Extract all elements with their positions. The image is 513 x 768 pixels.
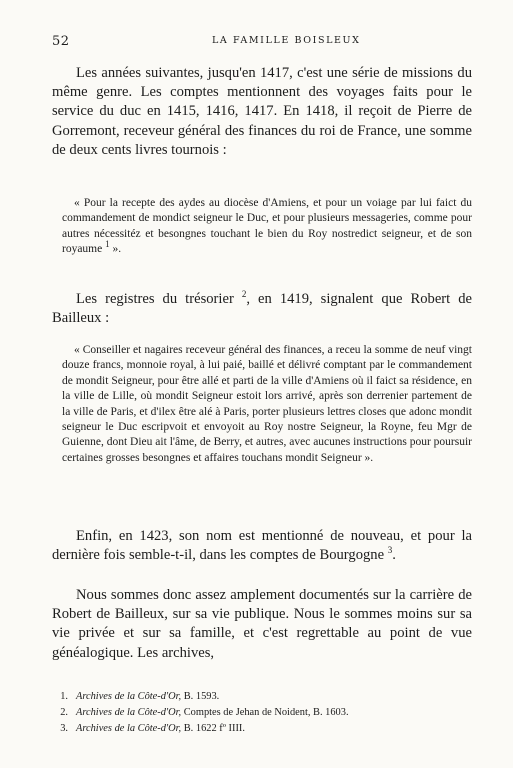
quote-recepte-aydes (62, 196, 472, 258)
paragraph-text: Nous sommes donc assez amplement documentés sur la carrière de Robert de Bailleux, sur sa vie publique. Nous le sommes moins sur sa vie privée et sur sa famille, et c'est regrettable au point de vue généalogique. Les archives, (52, 587, 472, 661)
paragraph-text: Enfin, en 1423, son nom est mentionné de nouveau, et pour la dernière fois semble-t-il, dans les comptes de Bourgogne (52, 528, 472, 564)
footnote-2 (52, 705, 472, 721)
paragraph-documentes (52, 586, 472, 663)
page-number: 52 (52, 34, 70, 49)
quote-text: « Pour la recepte des aydes au diocèse d'Amiens, et pour un voiage par lui faict du commandement de mondict seigneur le Duc, et pour plusieurs messageries, comme pour autres nécessitéz et besongnes touchant le bien du Roy nostredict seigneur, et de son royaume (62, 197, 472, 256)
paragraph-text: Les registres du trésorier (76, 291, 234, 307)
page-header (52, 34, 472, 50)
paragraph-text-end: . (392, 547, 396, 564)
footnote-ref-3: 3 (387, 545, 393, 556)
footnote-source: Archives de la Côte-d'Or, (76, 691, 182, 702)
quote-conseiller (62, 343, 472, 466)
quote-text: « Conseiller et nagaires receveur général des finances, a receu la somme de neuf vingt douze francs, monnoie royal, à lui paié, baillé et délivré comptant par le commandement de mondit Seigneur, pour être allé et parti de la ville d'Amiens où il faict sa résidence, en la ville de Lille, où mondit Seigneur estoit lors arrivé, après son derrenier partement de la ville de Paris, et d'ilex être alé à Paris, porter plusieurs lettres closes que adonc mondit seigneur le Duc escripvoit et envoyoit au Roy nostre Seigneur, la Royne, feu Mgr de Guienne, dont Dieu ait l'âme, de Berry, et autres, avec aucunes instructions pour poursuir certaines grosses besongnes et affaires touchans mondit Seigneur ». (62, 344, 472, 464)
footnote-detail: Comptes de Jehan de Noident, B. 1603. (181, 706, 349, 718)
footnote-source: Archives de la Côte-d'Or, (76, 722, 182, 734)
footnote-number: 3. (60, 722, 68, 734)
quote-closing: ». (109, 243, 122, 256)
footnote-number: 2. (60, 706, 68, 718)
footnote-1 (52, 689, 472, 705)
footnote-source: Archives de la Côte-d'Or, (76, 706, 182, 718)
paragraph-text: Les années suivantes, jusqu'en 1417, c'est une série de missions du même genre. Les comptes mentionnent des voyages faits pour le service du duc en 1415, 1416, 1417. En 1418, il reçoit de Pierre de Gorremont, receveur général des finances du roi de France, une somme de deux cents livres tournois : (52, 65, 472, 158)
paragraph-registres (52, 290, 472, 328)
paragraph-text-end: , en 1419, signalent que Robert de Bailleux : (52, 291, 473, 327)
footnote-ref-1: 1 (105, 239, 110, 250)
paragraph-missions (52, 64, 472, 160)
paragraph-enfin (52, 527, 472, 565)
footnote-ref-2: 2 (241, 289, 247, 300)
running-title: LA FAMILLE BOISLEUX (212, 35, 361, 46)
footnotes (52, 689, 472, 736)
footnote-number: 1. (60, 691, 68, 702)
footnote-detail: B. 1622 fº IIII. (181, 722, 245, 734)
footnote-3 (52, 721, 472, 737)
footnote-detail: B. 1593. (181, 691, 220, 702)
